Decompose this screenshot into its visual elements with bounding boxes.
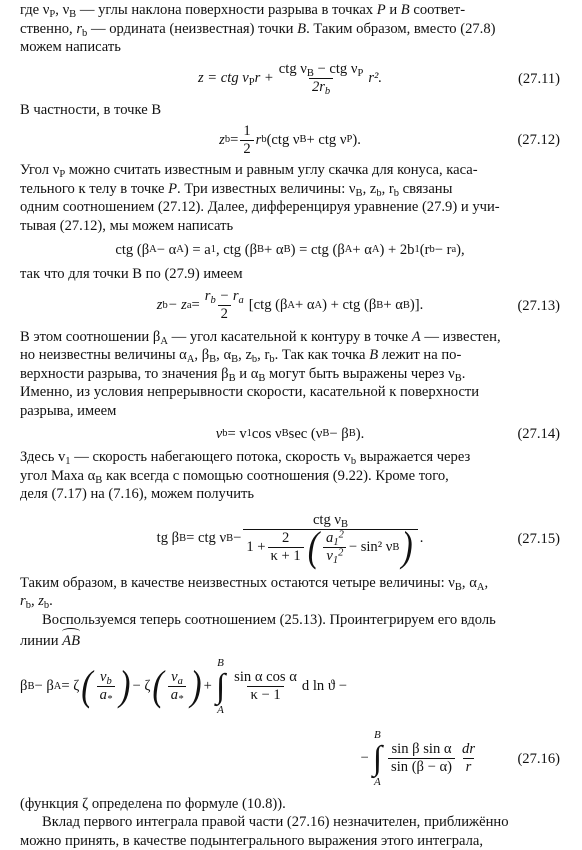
paragraph-for-point-b: так что для точки B по (27.9) имеем — [20, 266, 243, 282]
paragraph-integrate: Воспользуемся теперь соотношением (25.13). Проинтегрируем его вдоль — [42, 611, 496, 628]
equation-27-15: tg β B = ctg ν B − ctg $\nu_B$ 1 + $\frac{2}{\kappa + 1}$ ( $a_1^2$ $v_1^2$ − sin² ν B ) . (27.15) — [156, 512, 560, 570]
equation-number: (27.15) — [517, 530, 560, 547]
equation-27-13: z b − z a = $\frac{r_b - r_a}{2}$ [ctg (β A + α A ) + ctg (β B + α B )]. (27.13) — [156, 288, 560, 322]
equation-number: (27.11) — [517, 70, 560, 87]
paragraph-in-particular: В частности, в точке B — [20, 101, 162, 118]
paragraph-angle: Угол $\nu_P$ можно считать известным и равным углу скачка для конуса, каса- тельного к телу в точке P. Три известных величины: $\nu_B$, $z_b$, $r_b$ связаны одним соотношением (27.12). Далее, дифференцируя уравнение (27.9) и учи- тывая (27.12), мы можем написать — [20, 162, 500, 234]
equation-number: (27.13) — [517, 297, 560, 314]
paragraph-function-zeta: (функция ζ определена по формуле (10.8)). — [20, 795, 286, 812]
equation-27-11: z = ctg $\nu_Pr$ + ctg $\nu_B$ − ctg $\nu_P$ $2r_b$ r². (27.11) — [197, 61, 560, 98]
equation-ctg: ctg (β A − α A ) = a 1 , ctg (β B + α B ) = ctg (β A + α A ) + 2b 1 (r b − r a ), — [115, 241, 465, 258]
paragraph-unknowns: Таким образом, в качестве неизвестных остаются четыре величины: $\nu_B$, $\alpha_A$, $r_b$, $z_b$. — [20, 574, 489, 612]
equation-number: (27.14) — [517, 425, 560, 442]
equation-27-12: z b = $\frac{1}{2}$ r b (ctg ν B + ctg ν P ). (27.12) — [219, 122, 560, 157]
equation-number: (27.12) — [517, 131, 560, 148]
paragraph-here: Здесь $v_1$ — скорость набегающего потока, скорость $v_b$ выражается через угол Маха $\alpha_B$ как всегда с помощью соотношения (9.22). Кроме того, деля (7.17) на (7.16), можем получить — [20, 449, 471, 502]
paragraph-relation: В этом соотношении $\beta_A$ — угол касательной к контуру в точке A — известен, но неизвестны величины $\alpha_A$, $\beta_B$, $\alpha_B$, $z_b$, $r_b$. Так как точка B лежит на по- верхности разрыва, то значения $\beta_B$ и $\alpha_B$ могут быть выражены через $\nu_B$. Именно, из условия непрерывности скорости, касательной к поверхности разрыва, имеем — [20, 328, 501, 419]
paragraph-contribution: Вклад первого интеграла правой части (27.16) незначителен, приближённо можно принять, в качестве подынтегрального выражения этого интеграла, — [20, 814, 509, 849]
paragraph-line: линии AB — [20, 629, 560, 651]
equation-27-16-line1: β B − β A = ζ ( $v_b$ $a_*$ ) − ζ ( $v_a$ $a_*$ ) + B ∫ A sin α cos α κ − 1 d ln ϑ − — [20, 656, 347, 716]
equation-number: (27.16) — [517, 750, 560, 767]
paragraph-intro: где $\nu_P$, $\nu_B$ — углы наклона поверхности разрыва в точках P и B соответ- ственно, $r_b$ — ордината (неизвестная) точки B. Таким образом, вместо (27.8) можем написать — [20, 2, 496, 55]
equation-27-14: v b = v 1 cos ν B sec (ν B − β B ). (27.14) — [215, 425, 560, 442]
equation-27-16-line2: − B ∫ A sin β sin α sin (β − α) dr r (27.16) — [360, 728, 560, 788]
